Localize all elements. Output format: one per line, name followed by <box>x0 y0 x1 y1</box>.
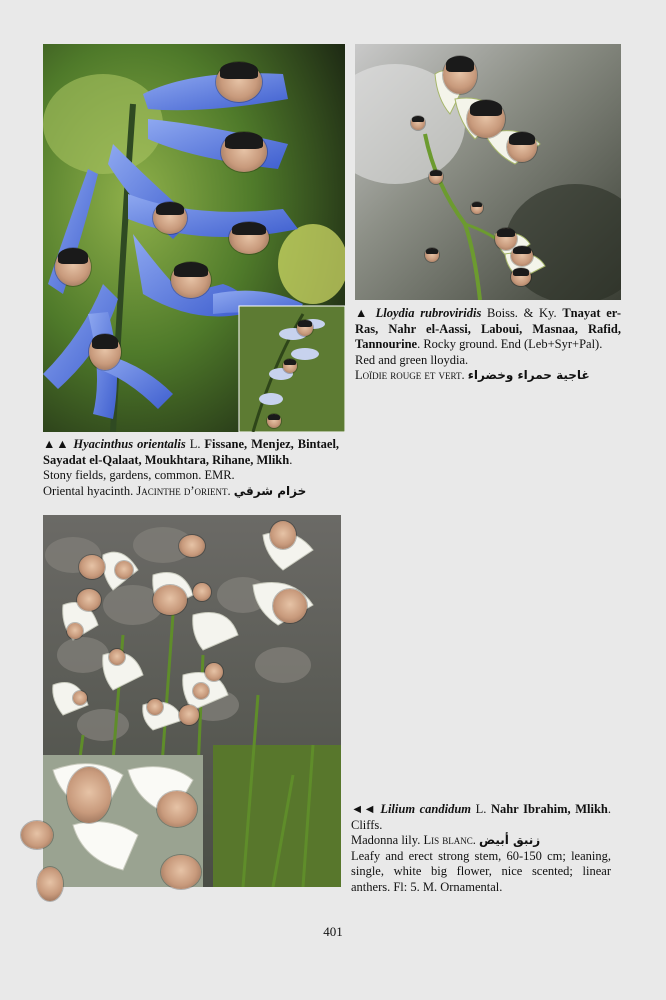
page-number: 401 <box>323 924 343 939</box>
lilium-face-14 <box>147 699 163 715</box>
hyacinth-face-1 <box>216 62 262 102</box>
lloydia-french-name: Loïdie rouge et vert. <box>355 368 465 382</box>
lilium-face-4 <box>115 561 133 579</box>
hyacinth-species-name: Hyacinthus orientalis <box>73 437 186 451</box>
lloydia-locations: Tnayat er-Ras, Nahr el-Aassi, Laboui, Masnaa, Rafid, Tannourine <box>355 306 621 351</box>
lloydia-face-3 <box>507 132 537 162</box>
lloydia-english-name: Red and green lloydia. <box>355 352 469 367</box>
lilium-species-name: Lilium candidum <box>380 802 472 816</box>
lilium-french-name: Lis blanc. <box>423 833 476 847</box>
hyacinth-arabic-name: خزام شرقي <box>233 483 307 498</box>
lloydia-habitat: Rocky ground. End (Leb+Syr+Pal). <box>423 337 603 351</box>
lilium-face-6 <box>77 589 101 611</box>
lloydia-face-6 <box>471 202 483 214</box>
lloydia-illustration <box>355 44 621 300</box>
lilium-locations: Nahr Ibrahim, Mlikh <box>490 802 608 816</box>
lilium-face-20 <box>37 867 63 901</box>
lloydia-author: Boiss. & Ky. <box>487 306 557 320</box>
hyacinth-author: L. <box>189 437 201 451</box>
lilium-face-11 <box>205 663 223 681</box>
lilium-photo <box>43 515 341 887</box>
hyacinth-face-10 <box>267 414 281 428</box>
lloydia-face-2 <box>467 100 505 138</box>
hyacinth-face-3 <box>153 202 187 234</box>
lilium-face-19 <box>161 855 201 889</box>
lloydia-marks: ▲ <box>355 306 370 320</box>
lilium-face-5 <box>153 585 187 615</box>
lilium-face-12 <box>193 683 209 699</box>
lloydia-face-7 <box>495 228 517 250</box>
hyacinth-face-2 <box>221 132 267 172</box>
lilium-face-15 <box>179 705 199 725</box>
lloydia-face-4 <box>411 116 425 130</box>
lilium-face-17 <box>157 791 197 827</box>
hyacinth-face-8 <box>297 320 313 336</box>
hyacinth-french-name: Jacinthe d’orient. <box>136 483 231 498</box>
lilium-arabic-name: زنبق أبيض <box>478 833 541 847</box>
lilium-face-2 <box>179 535 205 557</box>
lilium-habitat: Cliffs. <box>351 817 383 832</box>
lloydia-arabic-name: غاجية حمراء وخضراء <box>467 368 590 382</box>
lilium-marks: ◄◄ <box>351 802 376 816</box>
lloydia-face-5 <box>429 170 443 184</box>
hyacinth-face-7 <box>89 334 121 370</box>
lloydia-face-1 <box>443 56 477 94</box>
lilium-face-10 <box>109 649 125 665</box>
lloydia-photo <box>355 44 621 300</box>
hyacinth-caption: ▲▲ Hyacinthus orientalis L. Fissane, Menjez, Bintael, Sayadat el-Qalaat, Moukhtara, Rihane, Mlikh. Stony fields, gardens, common. EMR. Oriental hyacinth. Jacinthe d’orient. خزام شرقي <box>43 437 340 498</box>
hyacinth-face-6 <box>171 262 211 298</box>
lilium-description: Leafy and erect strong stem, 60-150 cm; leaning, single, white big flower, nice scented; linear anthers. Fl: 5. M. Ornamental. <box>351 848 611 894</box>
lilium-face-1 <box>270 521 296 549</box>
lilium-face-9 <box>67 623 83 639</box>
lilium-face-18 <box>21 821 53 849</box>
lilium-face-8 <box>273 589 307 623</box>
hyacinth-english-name: Oriental hyacinth. <box>43 483 134 498</box>
lilium-english-name: Madonna lily. <box>351 833 421 847</box>
lloydia-caption: ▲ Lloydia rubroviridis Boiss. & Ky. Tnayat er-Ras, Nahr el-Aassi, Laboui, Masnaa, Rafid, Tannourine. Rocky ground. End (Leb+Syr+Pal). Red and green lloydia. Loïdie rouge et vert. غاجية حمراء وخضراء <box>355 306 621 382</box>
hyacinth-face-9 <box>283 359 297 373</box>
hyacinth-face-5 <box>55 248 91 286</box>
lloydia-face-10 <box>511 268 531 286</box>
hyacinth-locations: Fissane, Menjez, Bintael, Sayadat el-Qalaat, Moukhtara, Rihane, Mlikh <box>43 437 340 467</box>
hyacinth-habitat: Stony fields, gardens, common. EMR. <box>43 468 235 482</box>
lilium-face-16 <box>67 767 111 823</box>
hyacinth-illustration <box>43 44 345 432</box>
hyacinth-marks: ▲▲ <box>43 437 70 451</box>
lloydia-face-9 <box>425 248 439 262</box>
lilium-face-13 <box>73 691 87 705</box>
lilium-caption: ◄◄ Lilium candidum L. Nahr Ibrahim, Mlikh. Cliffs. Madonna lily. Lis blanc. زنبق أبيض Leafy and erect strong stem, 60-150 cm; leaning, single, white big flower, nice scented; linear anthers. Fl: 5. M. Ornamental. <box>351 802 611 894</box>
lloydia-species-name: Lloydia rubroviridis <box>375 306 482 320</box>
hyacinth-photo <box>43 44 345 432</box>
lloydia-face-8 <box>511 246 533 266</box>
lilium-face-3 <box>79 555 105 579</box>
hyacinth-face-4 <box>229 222 269 254</box>
lilium-face-7 <box>193 583 211 601</box>
lilium-author: L. <box>475 802 487 816</box>
